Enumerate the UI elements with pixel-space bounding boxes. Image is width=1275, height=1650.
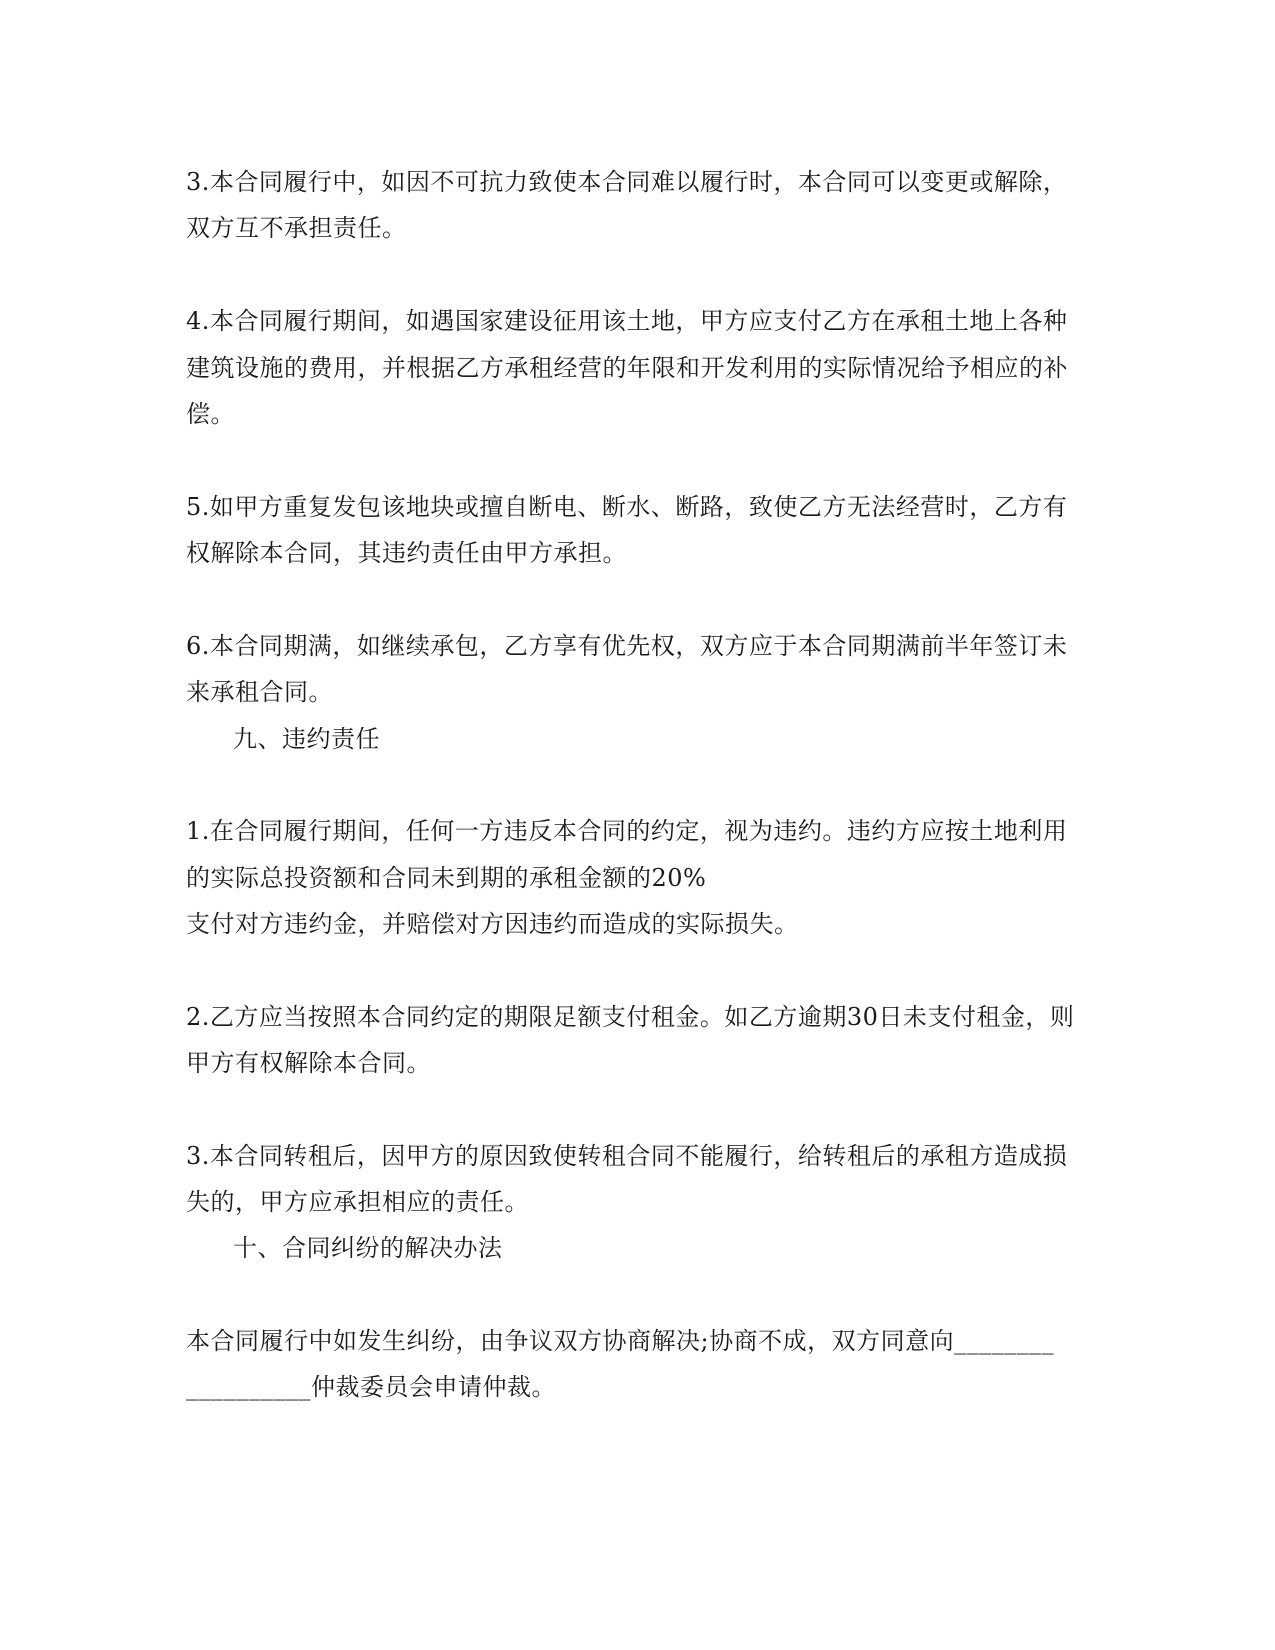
clause-9-1-line-1: 1.在合同履行期间，任何一方违反本合同的约定，视为违约。违约方应按土地利用 [186, 817, 1068, 845]
clause-9-1-line-3: 支付对方违约金，并赔偿对方因违约而造成的实际损失。 [186, 910, 799, 938]
clause-8-6-line-2: 来承租合同。 [186, 678, 333, 706]
clause-8-5-line-2: 权解除本合同，其违约责任由甲方承担。 [186, 539, 627, 567]
clause-8-6-line-1: 6.本合同期满，如继续承包，乙方享有优先权，双方应于本合同期满前半年签订未 [186, 632, 1068, 660]
clause-9-2-line-1: 2.乙方应当按照本合同约定的期限足额支付租金。如乙方逾期30日未支付租金，则 [186, 1003, 1075, 1031]
clause-8-5-line-1: 5.如甲方重复发包该地块或擅自断电、断水、断路，致使乙方无法经营时，乙方有 [186, 493, 1068, 521]
clause-9-2-line-2: 甲方有权解除本合同。 [186, 1049, 431, 1077]
clause-8-4-line-3: 偿。 [186, 400, 235, 428]
clause-8-4-line-1: 4.本合同履行期间，如遇国家建设征用该土地，甲方应支付乙方在承租土地上各种 [186, 307, 1068, 335]
clause-8-3-line-2: 双方互不承担责任。 [186, 214, 407, 242]
section-heading-10: 十、合同纠纷的解决办法 [233, 1234, 503, 1262]
clause-8-3-line-1: 3.本合同履行中，如因不可抗力致使本合同难以履行时，本合同可以变更或解除， [186, 168, 1068, 196]
clause-9-3-line-1: 3.本合同转租后，因甲方的原因致使转租合同不能履行，给转租后的承租方造成损 [186, 1142, 1068, 1170]
clause-8-4-line-2: 建筑设施的费用，并根据乙方承租经营的年限和开发利用的实际情况给予相应的补 [186, 354, 1068, 382]
clause-9-1-line-2: 的实际总投资额和合同未到期的承租金额的20% [186, 864, 707, 892]
clause-10-line-1: 本合同履行中如发生纠纷，由争议双方协商解决;协商不成，双方同意向________ [186, 1327, 1055, 1355]
clause-9-3-line-2: 失的，甲方应承担相应的责任。 [186, 1188, 529, 1216]
section-heading-9: 九、违约责任 [233, 725, 380, 753]
clause-10-line-2: __________仲裁委员会申请仲裁。 [186, 1373, 556, 1401]
